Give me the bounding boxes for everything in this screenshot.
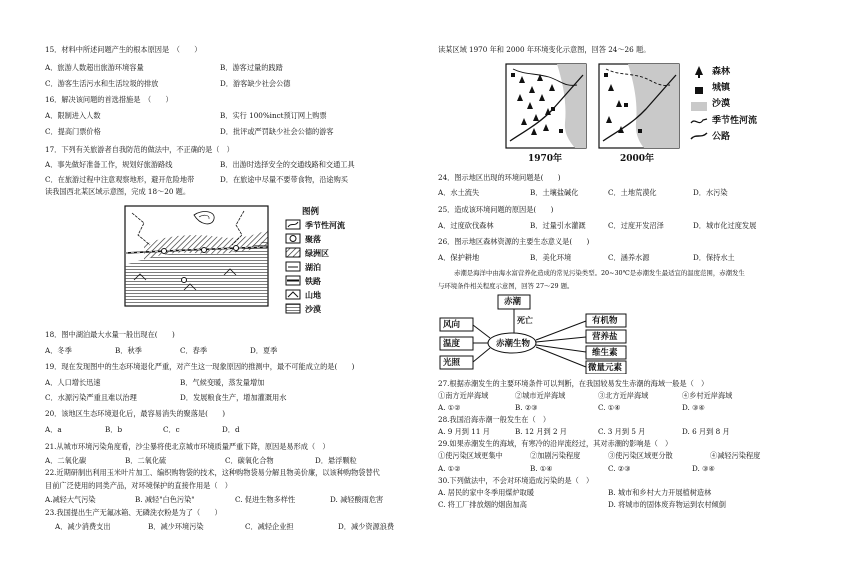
- northwest-region-map: [124, 205, 269, 307]
- q27-option-b: B. ②③: [515, 403, 538, 412]
- q30-option-d: D. 将城市的固体废弃物运到农村倾倒: [608, 500, 726, 509]
- q24-option-d: D．水污染: [693, 188, 728, 197]
- map-year-2000: 2000年: [620, 154, 655, 164]
- q24-option-c: C．土地荒漠化: [608, 188, 657, 197]
- q28-option-b: B. 12 月到 2 月: [515, 427, 567, 436]
- legend-road: 公路: [712, 132, 731, 142]
- q25-option-a: A．过度砍伐森林: [438, 221, 494, 230]
- q19-option-a: A．人口增长迅速: [45, 378, 101, 387]
- legend-forest: 森林: [712, 67, 731, 77]
- q23-option-b: B．减少环境污染: [148, 522, 204, 531]
- q21-option-a: A．二氧化碳: [45, 456, 87, 465]
- q18-option-d: D．夏季: [250, 346, 278, 355]
- q29-item-4: ④减轻污染程度: [710, 451, 761, 460]
- q16-option-b: B．实行 100%inct预订网上购票: [220, 111, 327, 120]
- q25-stem: 25．造成该环境问题的原因是( ): [438, 205, 554, 214]
- q20-option-c: C．c: [163, 425, 180, 434]
- diagram-trace-elements: 微量元素: [588, 363, 623, 373]
- legend-lake: 湖泊: [305, 262, 321, 272]
- env-change-map-2000: [598, 63, 680, 149]
- q22-option-a: A.减轻大气污染: [45, 495, 96, 504]
- q27-option-c: C. ①④: [598, 403, 621, 412]
- q24-stem: 24．图示地区出现的环境问题是( ): [438, 173, 561, 182]
- q27-option-d: D. ③④: [682, 403, 705, 412]
- q21-option-c: C．碳氧化合物: [225, 456, 274, 465]
- q19-stem: 19．现在发现图中的生态环境退化严重，对产生这一现象原因的推测中，最不可能成立的是( ): [45, 362, 355, 371]
- q29-option-c: C. ②③: [608, 464, 631, 473]
- q21-option-d: D．悬浮颗粒: [315, 456, 357, 465]
- q23-option-d: D．减少资源浪费: [338, 522, 395, 531]
- q20-option-d: D．d: [222, 425, 240, 434]
- q18-option-b: B．秋季: [115, 346, 142, 355]
- q22-option-d: D. 减轻酸雨危害: [330, 495, 384, 504]
- q26-option-d: D．保持水土: [693, 253, 735, 262]
- q24-option-a: A．水土流失: [438, 188, 480, 197]
- q30-stem: 30.下列做法中，不会对环境造成污染的是（ ）: [438, 476, 594, 485]
- legend-railway: 铁路: [305, 276, 321, 286]
- env-change-map-1970: [505, 63, 587, 149]
- map-year-1970: 1970年: [528, 154, 563, 164]
- q17-option-c: C．在旅游过程中注意观察地形，避开危险地带: [45, 175, 195, 184]
- q26-option-c: C．涵养水源: [608, 253, 650, 262]
- q16-option-d: D．批评或严罚缺少社会公德的游客: [220, 127, 334, 136]
- q22-option-c: C. 促进生物多样性: [235, 495, 296, 504]
- diagram-vitamins: 维生素: [592, 348, 618, 358]
- env-change-intro: 读某区域 1970 年和 2000 年环境变化示意图，回答 24～26 题。: [438, 45, 651, 54]
- diagram-light: 光照: [443, 358, 461, 368]
- q17-option-b: B．出游时选择安全的交通线路和交通工具: [220, 160, 355, 169]
- q28-option-a: A. 9 月到 11 月: [438, 427, 490, 436]
- q21-option-b: B．二氧化硫: [125, 456, 167, 465]
- q19-option-c: C．水源污染严重且难以治理: [45, 393, 137, 402]
- legend-settlement: 聚落: [305, 234, 321, 244]
- q16-stem: 16．解决该问题的首选措施是 （ ）: [45, 95, 173, 104]
- q27-stem: 27.根据赤潮发生的主要环境条件可以判断，在我国较易发生赤潮的海域一般是（ ）: [438, 379, 709, 388]
- q29-item-1: ①使污染区域更集中: [438, 451, 503, 460]
- diagram-organic: 有机物: [592, 316, 618, 326]
- env-map-legend-icons: [690, 65, 708, 145]
- legend-oasis: 绿洲区: [305, 248, 329, 258]
- legend-title: 图例: [302, 207, 320, 217]
- legend-mountain: 山地: [305, 290, 321, 300]
- q25-option-b: B．过量引水灌溉: [530, 221, 586, 230]
- q19-option-b: B．气候变暖，蒸发量增加: [180, 378, 265, 387]
- q15-option-b: B．游客过量的践踏: [220, 63, 283, 72]
- diagram-redtide: 赤潮: [504, 297, 522, 307]
- q27-item-1: ①南方近岸海域: [438, 391, 489, 400]
- q28-stem: 28.我国沿海赤潮一般发生在（ ）: [438, 415, 551, 424]
- q22-stem-line2: 目前广泛使用的同类产品，对环境保护的直接作用是（ ）: [45, 481, 232, 490]
- q16-option-c: C．提高门票价格: [45, 127, 101, 136]
- diagram-temperature: 温度: [443, 339, 461, 349]
- diagram-wind: 风向: [443, 320, 461, 330]
- diagram-death: 死亡: [517, 315, 533, 325]
- redtide-intro-line2: 与环境条件相关程度示意图，回答 27～29 题。: [438, 282, 574, 290]
- q23-option-a: A．减少消费支出: [55, 522, 111, 531]
- q17-stem: 17．下列有关旅游者自我防范的做法中，不正确的是（ ）: [45, 145, 234, 154]
- q15-stem: 15．材料中所述问题产生的根本原因是 （ ）: [45, 45, 202, 54]
- q18-option-c: C．春季: [180, 346, 208, 355]
- q29-stem: 29.如果赤潮发生的海域，有寒冷的沿岸流经过，其对赤潮的影响是（ ）: [438, 439, 673, 448]
- q15-option-a: A．旅游人数超出旅游环境容量: [45, 63, 144, 72]
- right-column: [430, 0, 860, 573]
- q22-option-b: B. 减轻"白色污染": [135, 495, 195, 504]
- q26-option-a: A．保护耕地: [438, 253, 480, 262]
- q29-item-2: ②加剧污染程度: [530, 451, 581, 460]
- q24-option-b: B．土壤盐碱化: [530, 188, 579, 197]
- q20-option-a: A．a: [45, 425, 62, 434]
- q30-option-b: B. 城市和乡村大力开展植树造林: [608, 488, 712, 497]
- q20-option-b: B．b: [105, 425, 123, 434]
- q25-option-d: D．城市化过度发展: [693, 221, 757, 230]
- q27-option-a: A. ①②: [438, 403, 461, 412]
- q20-stem: 20．该地区生态环境退化后，最容易消失的聚落是( ): [45, 409, 226, 418]
- q25-option-c: C．过度开发沼泽: [608, 221, 664, 230]
- q26-stem: 26．图示地区森林资源的主要生态意义是( ): [438, 237, 590, 246]
- q26-option-b: B．美化环境: [530, 253, 572, 262]
- q16-option-a: A．限制进入人数: [45, 111, 101, 120]
- q28-option-c: C. 3 月到 5 月: [598, 427, 646, 436]
- q19-option-d: D．发展粮食生产，增加灌溉用水: [180, 393, 287, 402]
- q29-option-a: A. ①②: [438, 464, 461, 473]
- q27-item-4: ④乡村近岸海域: [682, 391, 733, 400]
- q15-option-d: D．游客缺少社会公德: [220, 79, 291, 88]
- q30-option-a: A. 居民的家中冬季用煤炉取暖: [438, 488, 535, 497]
- redtide-intro-line1: 赤潮是海洋中由海水富营养化造成的常见污染类型。20~30℃是赤潮发生最适宜的温度范围，赤潮发生: [454, 269, 745, 277]
- q27-item-2: ②城市近岸海域: [515, 391, 566, 400]
- q21-stem: 21.从城市环境污染角度看，沙尘暴将使北京城市环境质量严重下降，原因是易形成（ ）: [45, 442, 330, 451]
- legend-icons: [285, 219, 303, 319]
- legend-desert: 沙漠: [712, 99, 731, 109]
- q17-option-d: D．在旅途中尽量不要带食物，沿途购买: [220, 175, 348, 184]
- q28-option-d: D. 6 月到 8 月: [682, 427, 730, 436]
- q23-stem: 23.我国提出生产无氟冰箱、无磷洗衣粉是为了（ ）: [45, 508, 222, 517]
- q30-option-c: C. 将工厂排放烟的烟囱加高: [438, 500, 527, 509]
- legend-seasonal-river: 季节性河流: [305, 220, 345, 230]
- q27-item-3: ③北方近岸海域: [598, 391, 649, 400]
- q29-option-d: D. ③④: [692, 464, 715, 473]
- diagram-nutrients: 营养盐: [592, 332, 618, 342]
- q18-option-a: A．冬季: [45, 346, 72, 355]
- q29-item-3: ③使污染区域更分散: [608, 451, 673, 460]
- map-intro: 读我国西北某区域示意图，完成 18～20 题。: [45, 187, 191, 196]
- legend-desert: 沙漠: [305, 304, 321, 314]
- diagram-redtide-organism: 赤潮生物: [496, 339, 531, 349]
- q17-option-a: A．事先做好准备工作，规划好旅游路线: [45, 160, 173, 169]
- q29-option-b: B. ①④: [530, 464, 553, 473]
- legend-town: 城镇: [712, 83, 731, 93]
- q15-option-c: C．游客生活污水和生活垃圾的排放: [45, 79, 159, 88]
- q22-stem-line1: 22.近期研制出利用玉米叶片加工、编织购物袋的技术，这种购物袋易分解且物美价廉，以该种购物袋替代: [45, 468, 380, 477]
- legend-seasonal-river: 季节性河流: [712, 116, 758, 126]
- q23-option-c: C．减轻企业担: [245, 522, 294, 531]
- q18-stem: 18．图中湖泊最大水量一般出现在( ): [45, 330, 175, 339]
